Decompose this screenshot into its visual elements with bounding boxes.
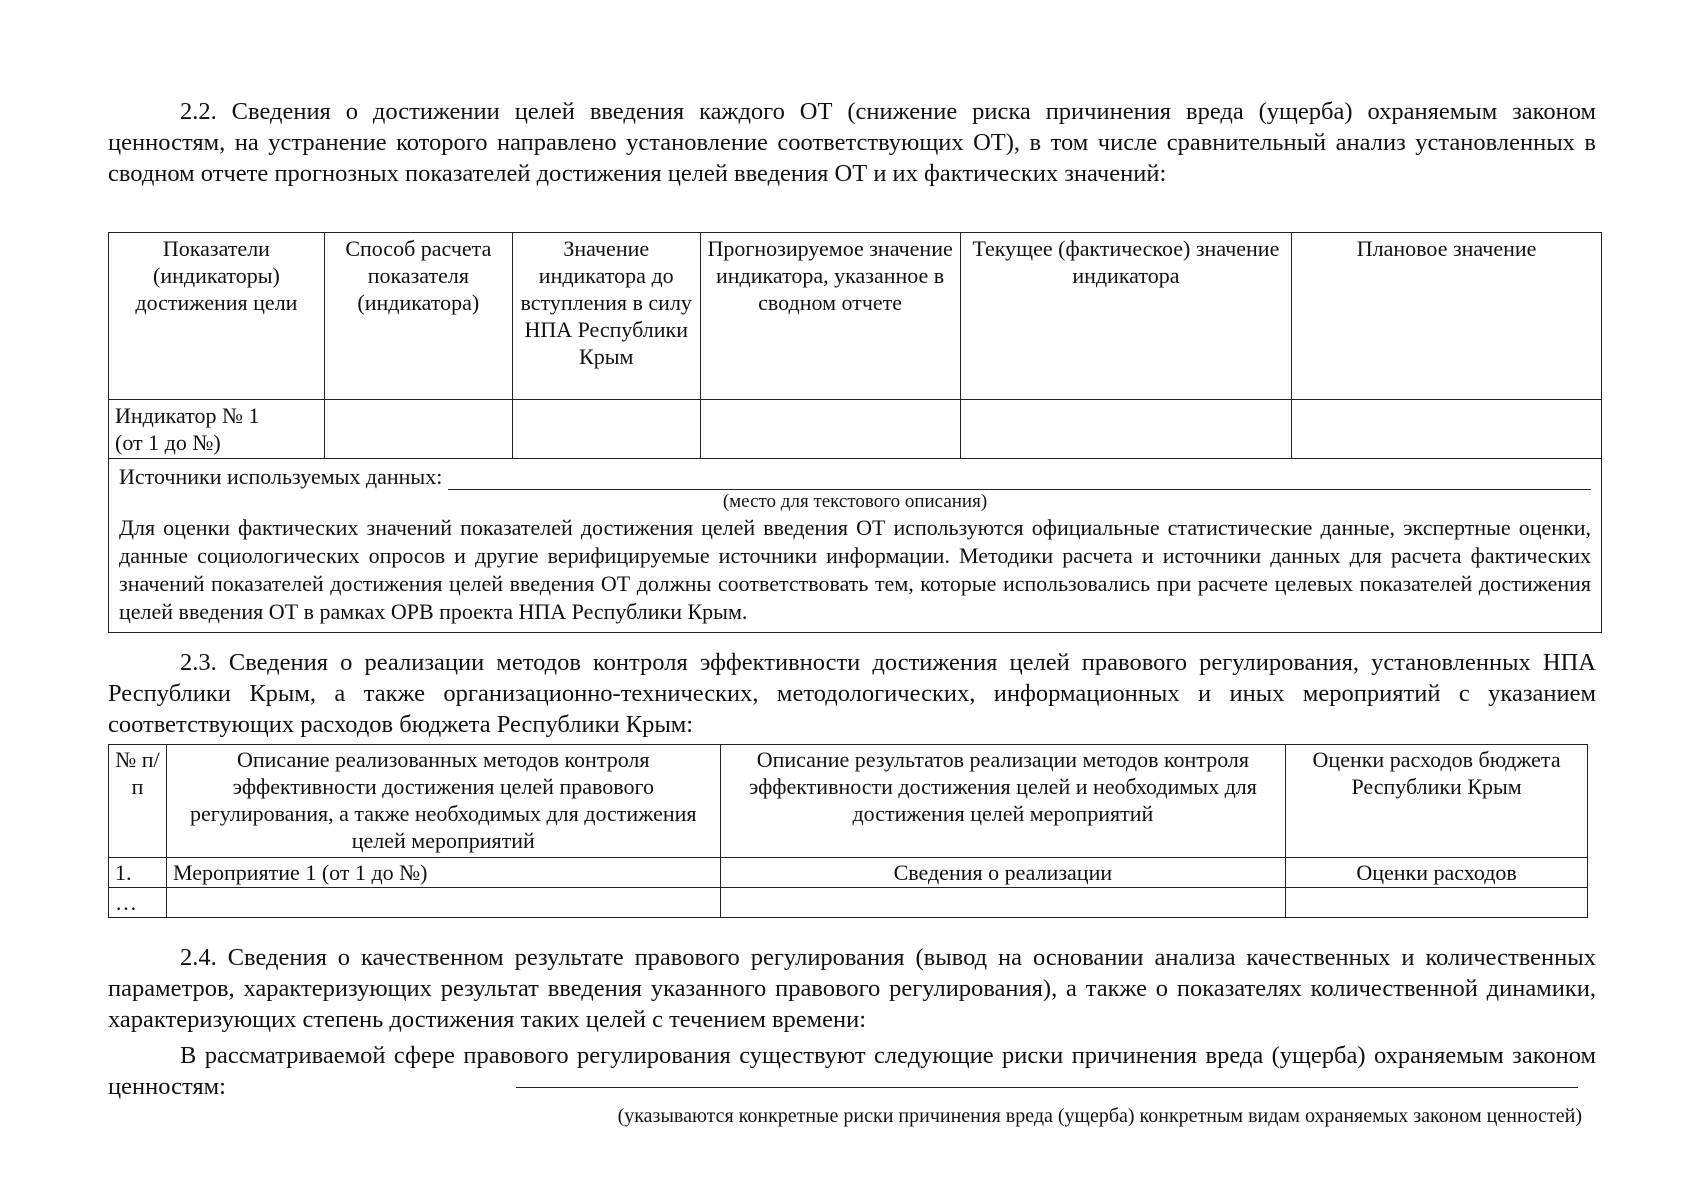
header-calc-method: Способ расчета показателя (индикатора) <box>324 233 512 400</box>
empty-cell <box>512 400 700 459</box>
header-value-before: Значение индикатора до вступления в силу НПА Республики Крым <box>512 233 700 400</box>
header-current-value: Текущее (фактическое) значение индикатора <box>960 233 1292 400</box>
table-row <box>109 858 1588 888</box>
empty-cell <box>1286 888 1588 918</box>
section-2-3-paragraph <box>108 647 1596 740</box>
table-row <box>109 400 1602 459</box>
indicators-table <box>108 232 1602 633</box>
section-2-2-paragraph <box>108 96 1596 189</box>
empty-cell <box>960 400 1292 459</box>
sources-cell <box>109 459 1602 633</box>
risks-text: В рассматриваемой сфере правового регулирования существуют следующие риски причинения вреда (ущерба) охраняемым законом ценностям: <box>108 1042 1596 1100</box>
risks-text-paragraph <box>108 1040 1596 1102</box>
row-number: 1. <box>109 858 167 888</box>
row-number: … <box>109 888 167 918</box>
sources-label: Источники используемых данных: <box>119 464 443 489</box>
header-number: № п/п <box>109 745 167 858</box>
empty-cell <box>720 888 1286 918</box>
empty-cell <box>166 888 720 918</box>
row-implementation: Сведения о реализации <box>720 858 1286 888</box>
indicator-range: (от 1 до №) <box>115 430 221 455</box>
indicator-name: Индикатор № 1 <box>115 403 260 428</box>
indicators-table-header <box>109 233 1602 400</box>
sources-line <box>119 463 1591 490</box>
header-indicators: Показатели (индикаторы) достижения цели <box>109 233 325 400</box>
sources-row <box>109 459 1602 633</box>
header-planned-value: Плановое значение <box>1292 233 1602 400</box>
header-forecast-value: Прогнозируемое значение индикатора, указанное в сводном отчете <box>700 233 960 400</box>
table-row <box>109 888 1588 918</box>
sources-hint: (место для текстового описания) <box>722 491 988 512</box>
empty-cell <box>700 400 960 459</box>
header-budget: Оценки расходов бюджета Республики Крым <box>1286 745 1588 858</box>
risks-fill-line <box>516 1087 1578 1088</box>
header-results: Описание результатов реализации методов контроля эффективности достижения целей и необходимых для достижения целей мероприятий <box>720 745 1286 858</box>
section-2-4-paragraph <box>108 942 1596 1035</box>
empty-cell <box>324 400 512 459</box>
empty-cell <box>1292 400 1602 459</box>
sources-fill-line <box>448 467 1591 490</box>
methods-table <box>108 744 1588 918</box>
header-methods: Описание реализованных методов контроля эффективности достижения целей правового регулирования, а также необходимых для достижения целей мероприятий <box>166 745 720 858</box>
section-2-3-text: 2.3. Сведения о реализации методов контроля эффективности достижения целей правового регулирования, установленных НПА Республики Крым, а также организационно-технических, методологических, информационных и иных мероприятий с указанием соответствующих расходов бюджета Республики Крым: <box>108 649 1596 738</box>
sources-description: Для оценки фактических значений показателей достижения целей введения ОТ используются официальные статистические данные, экспертные оценки, данные социологических опросов и другие верифицируемые источники информации. Методики расчета и источники данных для расчета фактических значений показателей достижения целей введения ОТ должны соответствовать тем, которые использовались при расчете целевых показателей достижения целей введения ОТ в рамках ОРВ проекта НПА Республики Крым. <box>119 515 1591 624</box>
risks-hint: (указываются конкретные риски причинения вреда (ущерба) конкретным видам охраняемых законом ценностей) <box>617 1105 1582 1127</box>
row-measure: Мероприятие 1 (от 1 до №) <box>166 858 720 888</box>
row-costs: Оценки расходов <box>1286 858 1588 888</box>
methods-table-header <box>109 745 1588 858</box>
section-2-4-text: 2.4. Сведения о качественном результате правового регулирования (вывод на основании анализа качественных и количественных параметров, характеризующих результат введения указанного правового регулирования), а также о показателях количественной динамики, характеризующих степень достижения таких целей с течением времени: <box>108 944 1596 1033</box>
indicator-cell <box>109 400 325 459</box>
section-2-2-text: 2.2. Сведения о достижении целей введения каждого ОТ (снижение риска причинения вреда (ущерба) охраняемым законом ценностям, на устранение которого направлено установление соответствующих ОТ), в том числе сравнительный анализ установленных в сводном отчете прогнозных показателей достижения целей введения ОТ и их фактических значений: <box>108 98 1596 187</box>
